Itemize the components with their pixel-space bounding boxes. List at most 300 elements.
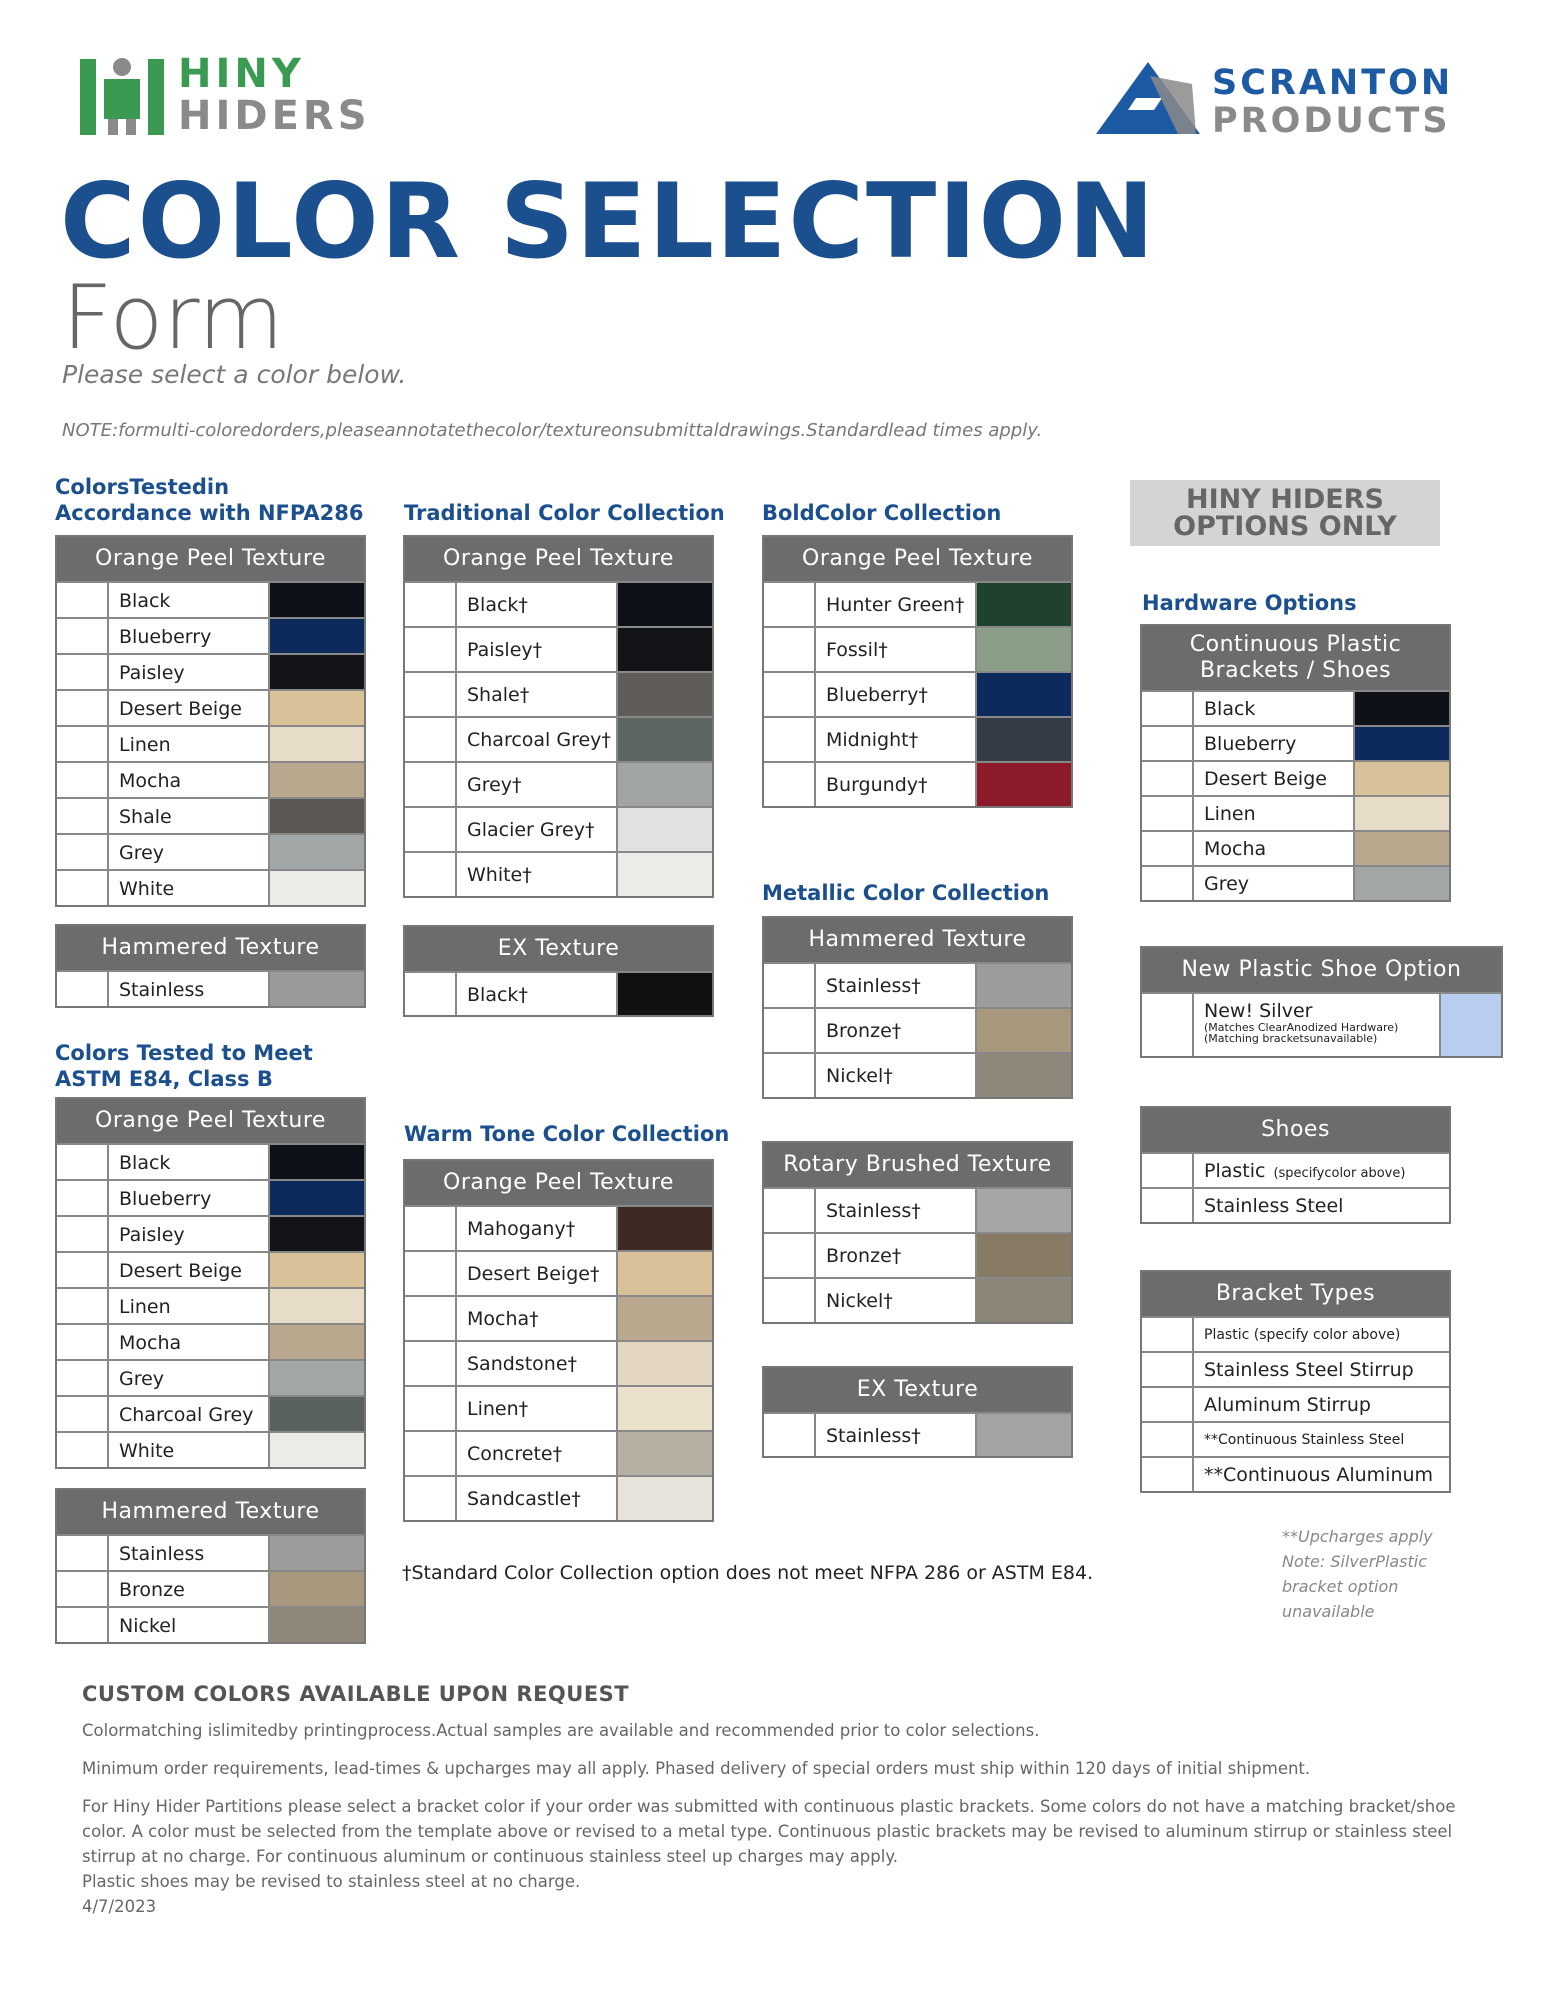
texture-header: Hammered Texture: [57, 1490, 364, 1534]
color-swatch: [977, 763, 1071, 806]
select-checkbox[interactable]: [405, 1207, 457, 1250]
traditional-orange-peel-table: [403, 535, 714, 898]
color-name: Aluminum Stirrup: [1204, 1394, 1371, 1416]
color-name: Desert Beige: [1194, 762, 1355, 795]
color-swatch: [270, 691, 364, 725]
color-swatch: [618, 673, 712, 716]
select-checkbox[interactable]: [764, 718, 816, 761]
bracket-types-table: [1140, 1270, 1451, 1493]
custom-paragraph-1: Colormatching islimitedby printingprocess.Actual samples are available and recommended prior to color selections.: [82, 1721, 1040, 1740]
color-row[interactable]: [1142, 760, 1449, 795]
color-row[interactable]: [57, 970, 364, 1006]
color-name: Mahogany†: [457, 1207, 618, 1250]
color-name: Stainless: [109, 972, 270, 1006]
color-name: Grey: [109, 835, 270, 869]
color-swatch: [270, 1181, 364, 1215]
color-name: Stainless Steel Stirrup: [1204, 1359, 1414, 1381]
color-row[interactable]: [1142, 1386, 1449, 1421]
select-checkbox[interactable]: [405, 673, 457, 716]
select-checkbox[interactable]: [764, 964, 816, 1007]
color-name: White: [109, 1433, 270, 1467]
select-checkbox[interactable]: [405, 1342, 457, 1385]
color-row[interactable]: [1142, 865, 1449, 900]
texture-header: EX Texture: [764, 1368, 1071, 1412]
color-row[interactable]: [57, 1215, 364, 1251]
color-swatch: [618, 1477, 712, 1520]
scranton-logo-line1: SCRANTON: [1212, 63, 1454, 103]
color-name: Burgundy†: [816, 763, 977, 806]
traditional-ex-table: [403, 925, 714, 1017]
color-row[interactable]: [405, 1250, 712, 1295]
texture-header: Orange Peel Texture: [405, 537, 712, 581]
texture-header: Orange Peel Texture: [57, 1099, 364, 1143]
nfpa-hammered-table: [55, 924, 366, 1008]
color-name: Desert Beige†: [457, 1252, 618, 1295]
color-swatch: [977, 718, 1071, 761]
color-swatch: [1355, 762, 1449, 795]
select-checkbox[interactable]: [57, 1289, 109, 1323]
color-name: Shale†: [457, 673, 618, 716]
color-row[interactable]: [57, 797, 364, 833]
color-row[interactable]: [764, 716, 1071, 761]
bracket-types-header: Bracket Types: [1142, 1272, 1449, 1316]
color-swatch: [618, 973, 712, 1015]
color-row[interactable]: [405, 1385, 712, 1430]
select-checkbox[interactable]: [57, 763, 109, 797]
select-checkbox[interactable]: [764, 673, 816, 716]
color-name: Linen†: [457, 1387, 618, 1430]
select-checkbox[interactable]: [764, 628, 816, 671]
select-checkbox[interactable]: [405, 718, 457, 761]
color-row[interactable]: [405, 851, 712, 896]
color-row[interactable]: [57, 653, 364, 689]
nfpa-heading-line1: ColorsTestedin: [55, 475, 230, 499]
color-swatch: [618, 583, 712, 626]
new-shoe-checkbox[interactable]: [1142, 994, 1194, 1056]
shoes-header: Shoes: [1142, 1108, 1449, 1152]
color-row[interactable]: [57, 689, 364, 725]
color-swatch: [270, 1572, 364, 1606]
upcharge-line1: **Upcharges apply: [1282, 1527, 1433, 1546]
nfpa-orange-peel-table: [55, 535, 366, 907]
hiny-hiders-logo: [80, 51, 400, 145]
hiny-options-only-banner: [1130, 480, 1440, 546]
upcharge-line2: Note: SilverPlastic: [1282, 1552, 1428, 1571]
color-row[interactable]: [405, 1295, 712, 1340]
color-name: Grey: [109, 1361, 270, 1395]
select-checkbox[interactable]: [405, 973, 457, 1015]
new-shoe-sub1: (Matches ClearAnodized Hardware): [1204, 1021, 1399, 1034]
color-row[interactable]: [764, 1187, 1071, 1232]
color-row[interactable]: [57, 1570, 364, 1606]
brackets-header-line1: Continuous Plastic: [1189, 632, 1402, 657]
astm-heading-line1: Colors Tested to Meet: [55, 1041, 313, 1065]
new-shoe-label: [1194, 994, 1441, 1056]
color-row[interactable]: [405, 1430, 712, 1475]
color-row[interactable]: [57, 1143, 364, 1179]
color-name: Nickel: [109, 1608, 270, 1642]
color-name: Mocha: [109, 1325, 270, 1359]
color-swatch: [977, 1009, 1071, 1052]
color-name: Linen: [1194, 797, 1355, 830]
metallic-hammered-table: [762, 916, 1073, 1099]
select-checkbox[interactable]: [1142, 797, 1194, 830]
color-swatch: [977, 1279, 1071, 1322]
color-swatch: [1355, 727, 1449, 760]
new-shoe-swatch: [1441, 994, 1501, 1056]
shoe-name: Plastic: [1204, 1160, 1266, 1182]
color-swatch: [270, 619, 364, 653]
select-checkbox[interactable]: [405, 1252, 457, 1295]
hiny-person-icon: [80, 55, 164, 139]
color-swatch: [977, 964, 1071, 1007]
color-swatch: [270, 835, 364, 869]
select-checkbox[interactable]: [57, 1536, 109, 1570]
color-swatch: [270, 799, 364, 833]
color-row[interactable]: [57, 1251, 364, 1287]
color-row[interactable]: [57, 1359, 364, 1395]
color-swatch: [270, 972, 364, 1006]
color-name: Fossil†: [816, 628, 977, 671]
color-row[interactable]: [57, 1431, 364, 1467]
color-name: Desert Beige: [109, 1253, 270, 1287]
color-row[interactable]: [1142, 795, 1449, 830]
select-checkbox[interactable]: [57, 1608, 109, 1642]
color-swatch: [618, 1387, 712, 1430]
select-checkbox[interactable]: [405, 853, 457, 896]
color-row[interactable]: [764, 1007, 1071, 1052]
color-row[interactable]: [57, 869, 364, 905]
color-row[interactable]: [57, 581, 364, 617]
color-row[interactable]: [764, 1412, 1071, 1456]
color-swatch: [977, 1234, 1071, 1277]
color-name: Charcoal Grey: [109, 1397, 270, 1431]
color-row[interactable]: [57, 1534, 364, 1570]
select-checkbox[interactable]: [764, 763, 816, 806]
color-name: Mocha: [1194, 832, 1355, 865]
select-checkbox[interactable]: [1142, 1353, 1194, 1386]
color-name: [1194, 1189, 1449, 1222]
color-swatch: [270, 1361, 364, 1395]
color-swatch: [977, 583, 1071, 626]
color-row[interactable]: [764, 1232, 1071, 1277]
color-name: Sandcastle†: [457, 1477, 618, 1520]
custom-paragraph-4: Plastic shoes may be revised to stainless steel at no charge.: [82, 1872, 581, 1891]
brackets-header: [1142, 626, 1449, 690]
select-checkbox[interactable]: [57, 1145, 109, 1179]
nfpa-heading-line2: Accordance with NFPA286: [55, 501, 364, 525]
hiny-logo-line1: HINY: [178, 51, 305, 97]
astm-hammered-table: [55, 1488, 366, 1644]
color-swatch: [1355, 832, 1449, 865]
select-checkbox[interactable]: [57, 655, 109, 689]
color-row[interactable]: [405, 971, 712, 1015]
select-checkbox[interactable]: [405, 1477, 457, 1520]
color-row[interactable]: [405, 1340, 712, 1385]
color-row[interactable]: [57, 1179, 364, 1215]
color-row[interactable]: [405, 806, 712, 851]
color-name: Plastic (specify color above): [1204, 1327, 1401, 1343]
new-shoe-row[interactable]: [1142, 992, 1501, 1056]
color-name: Paisley: [109, 655, 270, 689]
color-swatch: [618, 1297, 712, 1340]
color-name: Glacier Grey†: [457, 808, 618, 851]
color-swatch: [977, 1054, 1071, 1097]
select-checkbox[interactable]: [764, 1189, 816, 1232]
color-name: Mocha†: [457, 1297, 618, 1340]
color-swatch: [618, 853, 712, 896]
color-name: Shale: [109, 799, 270, 833]
color-row[interactable]: [1142, 1456, 1449, 1491]
color-swatch: [270, 1608, 364, 1642]
color-row[interactable]: [764, 962, 1071, 1007]
color-name: Stainless: [109, 1536, 270, 1570]
select-checkbox[interactable]: [1142, 1458, 1194, 1491]
select-checkbox[interactable]: [57, 871, 109, 905]
color-swatch: [618, 1342, 712, 1385]
color-swatch: [977, 1414, 1071, 1456]
texture-header: Orange Peel Texture: [405, 1161, 712, 1205]
select-checkbox[interactable]: [405, 1297, 457, 1340]
select-checkbox[interactable]: [405, 763, 457, 806]
select-checkbox[interactable]: [405, 808, 457, 851]
color-swatch: [977, 628, 1071, 671]
color-swatch: [270, 1536, 364, 1570]
color-swatch: [270, 1217, 364, 1251]
metallic-rotary-brushed-table: [762, 1141, 1073, 1324]
select-checkbox[interactable]: [1142, 1189, 1194, 1222]
color-row[interactable]: [405, 671, 712, 716]
color-swatch: [270, 1289, 364, 1323]
scranton-logo-line2: PRODUCTS: [1212, 101, 1451, 141]
color-name: Charcoal Grey†: [457, 718, 618, 761]
texture-header: Rotary Brushed Texture: [764, 1143, 1071, 1187]
nfpa-heading: [55, 474, 363, 526]
select-checkbox[interactable]: [1142, 832, 1194, 865]
color-swatch: [270, 1145, 364, 1179]
color-row[interactable]: [57, 617, 364, 653]
upcharge-line3: bracket option: [1282, 1577, 1399, 1596]
color-row[interactable]: [57, 1287, 364, 1323]
color-row[interactable]: [1142, 1316, 1449, 1351]
color-name: Linen: [109, 1289, 270, 1323]
bold-orange-peel-table: [762, 535, 1073, 808]
color-row[interactable]: [405, 716, 712, 761]
color-row[interactable]: [1142, 1351, 1449, 1386]
warm-tone-heading: Warm Tone Color Collection: [404, 1122, 730, 1146]
color-name: [1194, 1154, 1449, 1187]
select-checkbox[interactable]: [1142, 1154, 1194, 1187]
color-swatch: [1355, 692, 1449, 725]
color-row[interactable]: [405, 1475, 712, 1520]
color-name: Desert Beige: [109, 691, 270, 725]
select-checkbox[interactable]: [764, 1009, 816, 1052]
select-checkbox[interactable]: [57, 1325, 109, 1359]
shoe-name: Stainless Steel: [1204, 1195, 1344, 1217]
new-plastic-shoe-table: [1140, 946, 1503, 1058]
color-row[interactable]: [764, 671, 1071, 716]
color-swatch: [977, 673, 1071, 716]
color-row[interactable]: [405, 761, 712, 806]
select-checkbox[interactable]: [57, 835, 109, 869]
upcharge-note: [1282, 1524, 1433, 1624]
color-row[interactable]: [764, 626, 1071, 671]
traditional-heading: Traditional Color Collection: [404, 501, 725, 525]
color-name: Linen: [109, 727, 270, 761]
color-name: Midnight†: [816, 718, 977, 761]
select-checkbox[interactable]: [57, 799, 109, 833]
document-date: 4/7/2023: [82, 1897, 157, 1916]
color-row[interactable]: [764, 1052, 1071, 1097]
select-checkbox[interactable]: [405, 1432, 457, 1475]
color-name: Stainless†: [816, 964, 977, 1007]
astm-heading-line2: ASTM E84, Class B: [55, 1067, 273, 1091]
color-name: Concrete†: [457, 1432, 618, 1475]
texture-header: Orange Peel Texture: [764, 537, 1071, 581]
color-row[interactable]: [1142, 830, 1449, 865]
options-banner-line1: HINY HIDERS: [1186, 484, 1384, 515]
color-row[interactable]: [1142, 1152, 1449, 1187]
color-name: Grey: [1194, 867, 1355, 900]
color-row[interactable]: [1142, 690, 1449, 725]
upcharge-line4: unavailable: [1282, 1602, 1375, 1621]
color-name: White†: [457, 853, 618, 896]
color-row[interactable]: [57, 1395, 364, 1431]
astm-orange-peel-table: [55, 1097, 366, 1469]
color-name: Black: [1194, 692, 1355, 725]
color-swatch: [618, 628, 712, 671]
color-swatch: [618, 1252, 712, 1295]
select-checkbox[interactable]: [1142, 762, 1194, 795]
color-name: Paisley: [109, 1217, 270, 1251]
select-checkbox[interactable]: [405, 583, 457, 626]
select-checkbox[interactable]: [1142, 1318, 1194, 1351]
color-name: Stainless†: [816, 1414, 977, 1456]
warm-tone-orange-peel-table: [403, 1159, 714, 1522]
select-checkbox[interactable]: [764, 1414, 816, 1456]
color-row[interactable]: [1142, 1421, 1449, 1456]
select-checkbox[interactable]: [1142, 1388, 1194, 1421]
color-row[interactable]: [1142, 1187, 1449, 1222]
page-title-form: Form: [62, 266, 284, 369]
hardware-heading: Hardware Options: [1142, 591, 1357, 615]
new-shoe-sub2: (Matching bracketsunavailable): [1204, 1032, 1378, 1045]
select-checkbox[interactable]: [57, 583, 109, 617]
select-checkbox[interactable]: [764, 583, 816, 626]
color-swatch: [618, 1207, 712, 1250]
color-row[interactable]: [405, 581, 712, 626]
color-name: Blueberry: [109, 619, 270, 653]
shoes-table: [1140, 1106, 1451, 1224]
color-name: Blueberry†: [816, 673, 977, 716]
astm-heading: [55, 1040, 313, 1092]
color-name: White: [109, 871, 270, 905]
select-checkbox[interactable]: [57, 1361, 109, 1395]
color-row[interactable]: [57, 725, 364, 761]
color-row[interactable]: [1142, 725, 1449, 760]
select-checkbox[interactable]: [57, 619, 109, 653]
color-row[interactable]: [764, 761, 1071, 806]
select-checkbox[interactable]: [57, 1397, 109, 1431]
color-row[interactable]: [57, 833, 364, 869]
color-name: Black†: [457, 583, 618, 626]
select-checkbox[interactable]: [1142, 867, 1194, 900]
color-swatch: [270, 871, 364, 905]
select-checkbox[interactable]: [764, 1234, 816, 1277]
color-name: Bronze: [109, 1572, 270, 1606]
hiny-logo-line2: HIDERS: [178, 93, 371, 139]
select-checkbox[interactable]: [57, 1217, 109, 1251]
select-checkbox[interactable]: [57, 727, 109, 761]
color-name: Black: [109, 1145, 270, 1179]
select-checkbox[interactable]: [57, 972, 109, 1006]
page-title: COLOR SELECTION: [60, 162, 1157, 282]
color-name: Mocha: [109, 763, 270, 797]
color-row[interactable]: [405, 626, 712, 671]
standard-collection-footnote: †Standard Color Collection option does not meet NFPA 286 or ASTM E84.: [402, 1562, 1094, 1584]
color-row[interactable]: [405, 1205, 712, 1250]
new-shoe-header: New Plastic Shoe Option: [1142, 948, 1501, 992]
color-swatch: [618, 763, 712, 806]
color-swatch: [1355, 867, 1449, 900]
select-checkbox[interactable]: [57, 1253, 109, 1287]
select-checkbox[interactable]: [57, 1181, 109, 1215]
options-banner-line2: OPTIONS ONLY: [1173, 511, 1397, 542]
color-swatch: [270, 1397, 364, 1431]
color-name: **Continuous Stainless Steel: [1204, 1432, 1405, 1448]
select-checkbox[interactable]: [405, 1387, 457, 1430]
color-name: Nickel†: [816, 1279, 977, 1322]
scranton-triangle-icon: [1092, 58, 1204, 138]
color-name: Paisley†: [457, 628, 618, 671]
color-row[interactable]: [764, 1277, 1071, 1322]
metallic-heading: Metallic Color Collection: [762, 881, 1050, 905]
color-swatch: [618, 1432, 712, 1475]
color-swatch: [270, 1325, 364, 1359]
select-checkbox[interactable]: [1142, 727, 1194, 760]
select-checkbox[interactable]: [57, 1433, 109, 1467]
select-checkbox[interactable]: [405, 628, 457, 671]
page-subtitle: Please select a color below.: [62, 360, 407, 389]
color-swatch: [270, 655, 364, 689]
select-checkbox[interactable]: [57, 1572, 109, 1606]
select-checkbox[interactable]: [764, 1054, 816, 1097]
color-name: Nickel†: [816, 1054, 977, 1097]
ordering-note: NOTE:formulti-coloredorders,pleaseannotatethecolor/textureonsubmittaldrawings.Standardlead times apply.: [62, 420, 1043, 441]
color-row[interactable]: [57, 761, 364, 797]
color-row[interactable]: [57, 1323, 364, 1359]
color-name: Stainless†: [816, 1189, 977, 1232]
select-checkbox[interactable]: [57, 691, 109, 725]
color-swatch: [618, 718, 712, 761]
color-swatch: [270, 1253, 364, 1287]
texture-header: Orange Peel Texture: [57, 537, 364, 581]
color-row[interactable]: [764, 581, 1071, 626]
texture-header: EX Texture: [405, 927, 712, 971]
color-row[interactable]: [57, 1606, 364, 1642]
color-swatch: [270, 763, 364, 797]
color-name: **Continuous Aluminum: [1204, 1464, 1434, 1486]
select-checkbox[interactable]: [764, 1279, 816, 1322]
select-checkbox[interactable]: [1142, 692, 1194, 725]
color-swatch: [977, 1189, 1071, 1232]
color-name: Bronze†: [816, 1009, 977, 1052]
color-name: Black: [109, 583, 270, 617]
shoe-note: (specifycolor above): [1273, 1166, 1406, 1181]
select-checkbox[interactable]: [1142, 1423, 1194, 1456]
color-name: Hunter Green†: [816, 583, 977, 626]
color-name: Bronze†: [816, 1234, 977, 1277]
